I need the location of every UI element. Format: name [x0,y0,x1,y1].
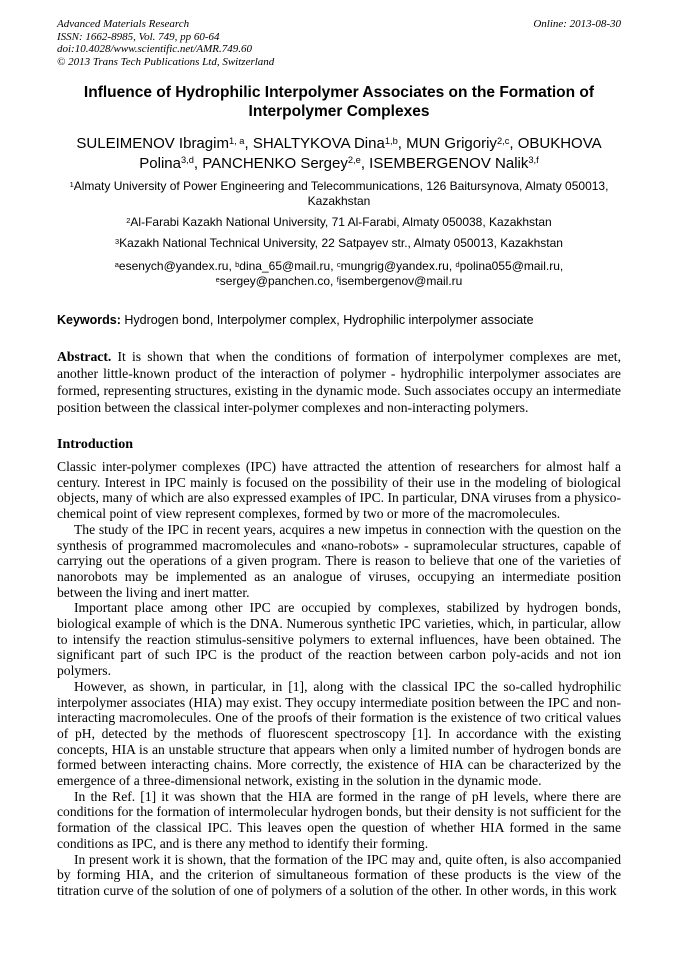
email-ref: a [114,259,119,269]
author [202,155,361,172]
author-affiliation-ref: 1,b [384,135,398,146]
email-ref: f [336,274,339,284]
author-email: $^d$polina055@mail.ru [455,259,560,273]
author-affiliation-ref: 3,d [180,155,194,166]
online-date: Online: 2013-08-30 [533,18,621,30]
author-name: OBUKHOVA Polina [139,135,602,172]
affiliation-number: 3 [115,236,120,246]
author-name: PANCHENKO Sergey [202,154,348,172]
keywords-line [57,313,621,328]
author-affiliation-ref: 2,e [347,155,361,166]
email-ref: e [215,274,220,284]
affiliation-number: 1 [69,179,74,189]
body-paragraph: In the Ref. [1] it was shown that the HIA are formed in the range of pH levels, where there are conditions for the formation of intermolecular hydrogen bonds, but their density is not sufficient for the formation of the classical IPC. This leaves open the question of whether HIA formed in the same conditions as IPC, and is there any method to identify their forming. [57,788,621,851]
email-ref: d [455,259,460,269]
email-ref: c [336,259,341,269]
author-email: $^e$sergey@panchen.co [215,274,331,288]
body-paragraph: Important place among other IPC are occupied by complexes, stabilized by hydrogen bonds, biological example of which is the DNA. Numerous synthetic IPC varieties, which, in particular, allow to intensify the reaction stimulus-sensitive polymers to external influences, have been obtained. The significant part of such IPC is the product of the reaction between carbon poly-acids and not ion polymers. [57,600,621,679]
journal-header-left [57,18,274,68]
author-name: SULEIMENOV Ibragim [76,135,229,152]
author-name: MUN Grigoriy [406,135,497,152]
copyright-line: © 2013 Trans Tech Publications Ltd, Switzerland [57,55,275,68]
author-email: $^a$esenych@yandex.ru [114,259,229,273]
abstract-paragraph [57,348,621,416]
introduction-heading: Introduction [57,437,133,452]
body-paragraph: Classic inter-polymer complexes (IPC) have attracted the attention of researchers for almost half a century. Interest in IPC mainly is focused on the possibility of their use in the modeling of biological objects, many of which are also expressed examples of IPC. In particular, DNA viruses from a physico-chemical point of view represent complexes, formed by two or more of the macromolecules. [57,459,621,522]
author-affiliation-ref: 1, a [228,135,245,146]
affiliation: $^3$Kazakh National Technical University, 22 Satpayev str., Almaty 050013, Kazakhstan [115,236,563,250]
affiliation-list [57,179,621,251]
author-list: SULEIMENOV Ibragim$^{1, a}$, SHALTYKOVA Dina$^{1,b}$, MUN Grigoriy$^{2,c}$, OBUKHOVA Polina$^{3,d}$, PANCHENKO Sergey$^{2,e}$, ISEMBERGENOV Nalik$^{3,f}$ [76,135,602,172]
keywords-label: Keywords: [57,313,121,327]
author-email: $^c$mungrig@yandex.ru [336,259,449,273]
introduction-body [57,459,621,899]
author-name: ISEMBERGENOV Nalik [369,154,529,172]
abstract-label: Abstract. [57,349,112,364]
abstract-text: It is shown that when the conditions of formation of interpolymer complexes are met, another little-known product of the interaction of polymer - hydrophilic interpolymer associates are formed, representing structures, existing in the dynamic mode. Such associates occupy an intermediate position between the classical inter-polymer complexes and non-interacting polymers. [57,349,622,415]
email-list: $^a$esenych@yandex.ru, $^b$dina_65@mail.ru, $^c$mungrig@yandex.ru, $^d$polina055@mail.ru, $^e$sergey@panchen.co, $^f$isembergenov@mail.ru [114,259,564,288]
body-paragraph: In present work it is shown, that the formation of the IPC may and, quite often, is also accompanied by forming HIA, and the criterion of simultaneous formation of these products is the view of the titration curve of the solution of one of polymers of a solution of the other. In other words, in this work [57,851,621,898]
author-name: SHALTYKOVA Dina [252,135,385,152]
author-email: $^f$isembergenov@mail.ru [336,274,463,288]
keywords-text: Hydrogen bond, Interpolymer complex, Hydrophilic interpolymer associate [124,313,534,327]
author [76,135,244,152]
affiliation-number: 2 [126,215,131,225]
journal-header [57,18,621,68]
body-paragraph: The study of the IPC in recent years, acquires a new impetus in connection with the question on the synthesis of programmed macromolecules and «nano-robots» - supramolecular structures, capable of carrying out the operations of a given program. There is reason to believe that one of the varieties of nanorobots may be implemented as an analogue of viruses, occupying an intermediate position between the living and inert matter. [57,521,621,600]
doi-line: doi:10.4028/www.scientific.net/AMR.749.60 [57,43,253,55]
issn-volume-line: ISSN: 1662-8985, Vol. 749, pp 60-64 [57,30,220,43]
author [253,135,398,152]
body-paragraph: However, as shown, in particular, in [1], along with the classical IPC the so-called hydrophilic interpolymer associates (HIA) may exist. They occupy intermediate position between the IPC and non-interacting macromolecules. One of the proofs of their formation is the existence of two critical values of pH, detected by the methods of fluorescent spectroscopy [1]. In accordance with the existing concepts, HIA is an unstable structure that appears when only a limited number of hydrogen bonds are formed between interacting chains. More correctly, the existence of HIA can be characterized by the emergence of a three-dimensional network, existing in the solution in the dynamic mode. [57,678,621,789]
author [406,135,509,152]
author-email: $^b$dina_65@mail.ru [235,259,331,273]
article-front-matter [57,83,621,289]
affiliation: $^2$Al-Farabi Kazakh National University, 71 Al-Farabi, Almaty 050038, Kazakhstan [126,215,552,229]
affiliation: $^1$Almaty University of Power Engineering and Telecommunications, 126 Baitursynova, Almaty 050013, Kazakhstan [69,179,609,208]
journal-title: Advanced Materials Research [57,18,190,30]
author-affiliation-ref: 3,f [528,155,539,166]
author-affiliation-ref: 2,c [496,135,510,146]
author [369,155,539,172]
article-title: Influence of Hydrophilic Interpolymer Associates on the Formation of Interpolymer Complexes [83,84,595,120]
email-ref: b [235,259,240,269]
